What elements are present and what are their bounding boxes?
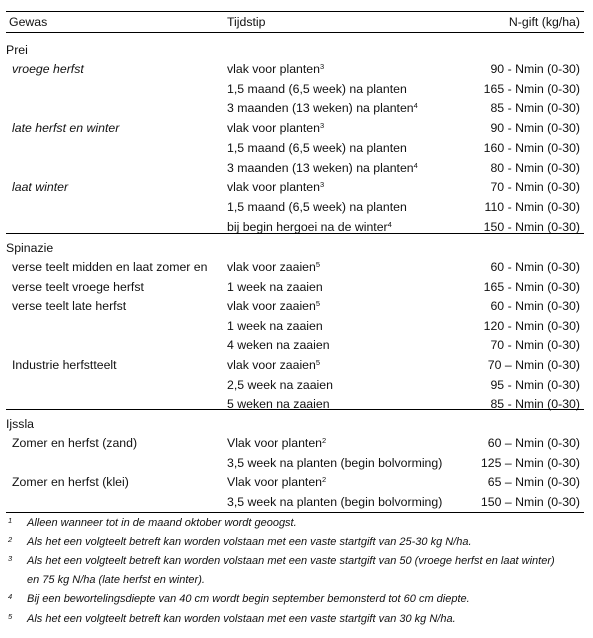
row-crop-variant: Industrie herfstteelt [12, 358, 117, 372]
footnote [0, 552, 593, 571]
table-row [0, 472, 593, 492]
row-timing: 1 week na zaaien [227, 318, 323, 333]
row-timing: 5 weken na zaaien [227, 397, 330, 412]
row-timing: vlak voor planten$^3$ [227, 62, 325, 76]
row-timing: 4 weken na zaaien [227, 338, 330, 353]
group-title: Prei [6, 43, 28, 57]
footnote-ref: 3 [319, 180, 325, 190]
section-rule [6, 512, 584, 513]
table-row [0, 316, 593, 336]
table-row [0, 197, 593, 217]
footnote-text: Als het een volgteelt betreft kan worden volstaan met een vaste startgift van 25-30 kg N/ha. [27, 536, 472, 548]
table-row [0, 177, 593, 197]
row-n-gift: 110 - Nmin (0-30) [484, 199, 580, 214]
row-timing: 1 week na zaaien [227, 279, 323, 294]
group-title: Spinazie [6, 241, 54, 255]
row-n-gift: 150 – Nmin (0-30) [480, 494, 580, 509]
header-tijdstip: Tijdstip [227, 15, 266, 29]
header-rule [6, 32, 584, 33]
row-n-gift: 80 - Nmin (0-30) [490, 160, 580, 175]
row-n-gift: 165 - Nmin (0-30) [483, 279, 580, 294]
row-n-gift: 165 - Nmin (0-30) [483, 81, 580, 96]
table-row [0, 277, 593, 297]
table-row [0, 453, 593, 473]
footnote-ref: 2 [322, 436, 327, 445]
row-n-gift: 65 – Nmin (0-30) [487, 475, 580, 490]
footnote-ref: 2 [322, 475, 327, 485]
row-timing: 3 maanden (13 weken) na planten$^4$ [227, 101, 418, 116]
footnote-ref: 4 [413, 101, 418, 111]
row-timing: 1,5 maand (6,5 week) na planten [227, 199, 407, 214]
table-header [0, 12, 593, 32]
row-crop-variant: Zomer en herfst (zand) [12, 436, 138, 450]
row-n-gift: 60 - Nmin (0-30) [490, 260, 580, 274]
section-rule [6, 409, 584, 410]
table-row [0, 355, 593, 375]
row-timing: 3 maanden (13 weken) na planten$^4$ [227, 160, 418, 175]
footnote-text: Als het een volgteelt betreft kan worden volstaan met een vaste startgift van 30 kg N/ha. [27, 613, 456, 625]
row-n-gift: 85 - Nmin (0-30) [490, 397, 580, 412]
row-n-gift: 125 – Nmin (0-30) [480, 455, 580, 470]
table-row [0, 257, 593, 277]
table-row [0, 492, 593, 512]
row-timing: vlak voor zaaien$^5$ [227, 299, 321, 314]
table-row [0, 296, 593, 316]
footnote [0, 571, 593, 590]
footnote [0, 610, 593, 629]
footnote-number: 3 [8, 554, 13, 563]
row-n-gift: 160 - Nmin (0-30) [483, 140, 580, 155]
row-timing: 1,5 maand (6,5 week) na planten [227, 81, 407, 96]
table-row [0, 375, 593, 395]
footnote-ref: 3 [319, 62, 325, 71]
row-n-gift: 60 - Nmin (0-30) [490, 299, 580, 314]
row-timing: bij begin hergoei na de winter$^4$ [227, 219, 392, 234]
row-n-gift: 70 - Nmin (0-30) [490, 338, 580, 353]
row-timing: vlak voor zaaien$^5$ [227, 260, 321, 274]
table-row [0, 158, 593, 178]
footnote-ref: 5 [315, 260, 321, 269]
footnote-ref: 5 [315, 299, 321, 309]
row-crop-variant: vroege herfst [12, 62, 84, 76]
table-row [0, 98, 593, 118]
table-row [0, 335, 593, 355]
table-row [0, 118, 593, 138]
header-gewas: Gewas [9, 15, 48, 29]
row-n-gift: 70 – Nmin (0-30) [487, 358, 580, 372]
row-timing: Vlak voor planten$^2$ [227, 475, 327, 490]
row-crop-variant: laat winter [12, 180, 69, 195]
row-n-gift: 90 - Nmin (0-30) [490, 121, 580, 136]
footnote [0, 590, 593, 609]
footnote-text: Bij een bewortelingsdiepte van 40 cm wordt begin september bemonsterd tot 60 cm diepte. [27, 593, 470, 605]
footnote [0, 533, 593, 552]
row-crop-variant: verse teelt midden en laat zomer en [12, 260, 208, 274]
footnote [0, 514, 593, 533]
footnote-ref: 5 [315, 358, 321, 367]
footnote-text: Alleen wanneer tot in de maand oktober wordt geoogst. [27, 517, 297, 529]
row-timing: vlak voor planten$^3$ [227, 121, 325, 136]
row-timing: 3,5 week na planten (begin bolvorming) [227, 494, 443, 509]
row-n-gift: 90 - Nmin (0-30) [490, 62, 580, 76]
footnote-number: 2 [8, 535, 13, 544]
row-crop-variant: Zomer en herfst (klei) [12, 475, 129, 490]
group-title: Ijssla [6, 417, 35, 431]
table-row [0, 394, 593, 414]
row-timing: 1,5 maand (6,5 week) na planten [227, 140, 407, 155]
row-timing: vlak voor zaaien$^5$ [227, 358, 321, 372]
section-rule [6, 233, 584, 234]
footnote-ref: 4 [387, 219, 392, 229]
row-n-gift: 60 – Nmin (0-30) [487, 436, 580, 450]
footnote-text: Als het een volgteelt betreft kan worden volstaan met een vaste startgift van 50 (vroege herfst en laat winter) [27, 555, 555, 567]
footnote-number: 5 [8, 612, 13, 621]
row-n-gift: 120 - Nmin (0-30) [483, 318, 580, 333]
footnote-number: 1 [8, 516, 13, 525]
row-timing: vlak voor planten$^3$ [227, 180, 325, 195]
row-crop-variant: verse teelt vroege herfst [12, 279, 144, 294]
table-row [0, 433, 593, 453]
row-crop-variant: verse teelt late herfst [12, 299, 127, 314]
table-row [0, 79, 593, 99]
row-n-gift: 85 - Nmin (0-30) [490, 101, 580, 116]
row-n-gift: 95 - Nmin (0-30) [490, 377, 580, 392]
row-n-gift: 70 - Nmin (0-30) [490, 180, 580, 195]
header-ngift: N-gift (kg/ha) [508, 15, 580, 29]
row-timing: 2,5 week na zaaien [227, 377, 333, 392]
row-crop-variant: late herfst en winter [12, 121, 120, 136]
footnote-text: en 75 kg N/ha (late herfst en winter). [27, 574, 205, 586]
footnote-number: 4 [8, 592, 13, 601]
table-row [0, 138, 593, 158]
row-timing: 3,5 week na planten (begin bolvorming) [227, 455, 443, 470]
footnote-ref: 4 [413, 160, 418, 170]
footnote-ref: 3 [319, 121, 325, 131]
table-row [0, 59, 593, 79]
row-n-gift: 150 - Nmin (0-30) [483, 219, 580, 234]
row-timing: Vlak voor planten$^2$ [227, 436, 327, 450]
